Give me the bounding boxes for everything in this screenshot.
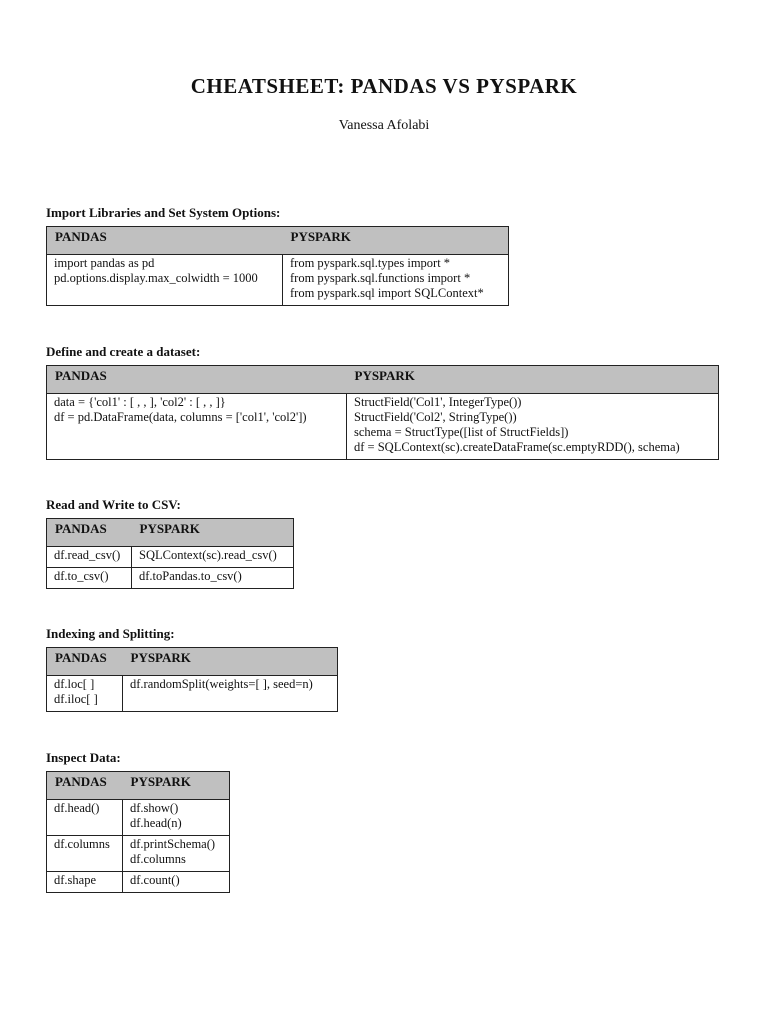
section-heading: Define and create a dataset: xyxy=(46,344,201,359)
column-header-pyspark: PYSPARK xyxy=(123,772,230,800)
comparison-table xyxy=(46,771,230,893)
code-line: df.iloc[ ] xyxy=(54,692,98,706)
code-line: df.columns xyxy=(130,852,186,866)
table-row xyxy=(47,568,294,589)
column-header-pyspark: PYSPARK xyxy=(283,227,509,255)
code-line: df.shape xyxy=(54,873,96,887)
table-header-row xyxy=(47,648,338,676)
table-row xyxy=(47,676,338,712)
column-header-pandas: PANDAS xyxy=(47,772,123,800)
section-define-dataset xyxy=(46,344,719,460)
pandas-cell xyxy=(47,394,347,460)
table-row xyxy=(47,255,509,306)
code-line: import pandas as pd xyxy=(54,256,155,270)
section-heading: Indexing and Splitting: xyxy=(46,626,175,641)
code-line: df = SQLContext(sc).createDataFrame(sc.emptyRDD(), schema) xyxy=(354,440,680,454)
code-line: df.head(n) xyxy=(130,816,182,830)
comparison-table xyxy=(46,365,719,460)
table-row xyxy=(47,800,230,836)
comparison-table xyxy=(46,226,509,306)
code-line: StructField('Col1', IntegerType()) xyxy=(354,395,522,409)
section-import-libraries xyxy=(46,205,509,306)
pandas-cell xyxy=(47,872,123,893)
table-header-row xyxy=(47,772,230,800)
column-header-pandas: PANDAS xyxy=(47,366,347,394)
page-title: CHEATSHEET: PANDAS VS PYSPARK xyxy=(190,74,578,98)
section-heading: Read and Write to CSV: xyxy=(46,497,181,512)
column-header-pyspark: PYSPARK xyxy=(347,366,719,394)
column-header-pandas: PANDAS xyxy=(47,227,283,255)
table-row xyxy=(47,547,294,568)
code-line: from pyspark.sql.types import * xyxy=(290,256,451,270)
section-read-write-csv xyxy=(46,497,294,589)
column-header-pyspark: PYSPARK xyxy=(132,519,294,547)
pyspark-cell xyxy=(123,800,230,836)
pyspark-cell xyxy=(132,568,294,589)
code-line: df.columns xyxy=(54,837,110,851)
code-line: pd.options.display.max_colwidth = 1000 xyxy=(54,271,258,285)
column-header-pandas: PANDAS xyxy=(47,648,123,676)
code-line: schema = StructType([list of StructFields]) xyxy=(354,425,569,439)
pandas-cell xyxy=(47,836,123,872)
code-line: data = {'col1' : [ , , ], 'col2' : [ , , ]} xyxy=(54,395,226,409)
code-line: df.toPandas.to_csv() xyxy=(139,569,242,583)
column-header-pyspark: PYSPARK xyxy=(123,648,338,676)
pandas-cell xyxy=(47,547,132,568)
code-line: df.loc[ ] xyxy=(54,677,95,691)
code-line: df = pd.DataFrame(data, columns = ['col1', 'col2']) xyxy=(54,410,307,424)
code-line: from pyspark.sql.functions import * xyxy=(290,271,471,285)
code-line: df.printSchema() xyxy=(130,837,216,851)
table-header-row xyxy=(47,227,509,255)
table-row xyxy=(47,872,230,893)
code-line: StructField('Col2', StringType()) xyxy=(354,410,517,424)
section-indexing-splitting xyxy=(46,626,338,712)
pyspark-cell xyxy=(347,394,719,460)
pyspark-cell xyxy=(283,255,509,306)
pandas-cell xyxy=(47,676,123,712)
pyspark-cell xyxy=(123,676,338,712)
comparison-table xyxy=(46,647,338,712)
table-header-row xyxy=(47,519,294,547)
code-line: SQLContext(sc).read_csv() xyxy=(139,548,277,562)
code-line: df.read_csv() xyxy=(54,548,121,562)
table-header-row xyxy=(47,366,719,394)
code-line: from pyspark.sql import SQLContext* xyxy=(290,286,484,300)
code-line: df.head() xyxy=(54,801,100,815)
pandas-cell xyxy=(47,255,283,306)
comparison-table xyxy=(46,518,294,589)
pyspark-cell xyxy=(123,872,230,893)
table-row xyxy=(47,394,719,460)
author-name: Vanessa Afolabi xyxy=(338,118,430,133)
pyspark-cell xyxy=(132,547,294,568)
table-row xyxy=(47,836,230,872)
pandas-cell xyxy=(47,568,132,589)
pandas-cell xyxy=(47,800,123,836)
pyspark-cell xyxy=(123,836,230,872)
section-heading: Inspect Data: xyxy=(46,750,121,765)
section-heading: Import Libraries and Set System Options: xyxy=(46,205,281,220)
code-line: df.count() xyxy=(130,873,180,887)
code-line: df.to_csv() xyxy=(54,569,109,583)
column-header-pandas: PANDAS xyxy=(47,519,132,547)
section-inspect-data xyxy=(46,750,230,893)
code-line: df.show() xyxy=(130,801,179,815)
code-line: df.randomSplit(weights=[ ], seed=n) xyxy=(130,677,313,691)
